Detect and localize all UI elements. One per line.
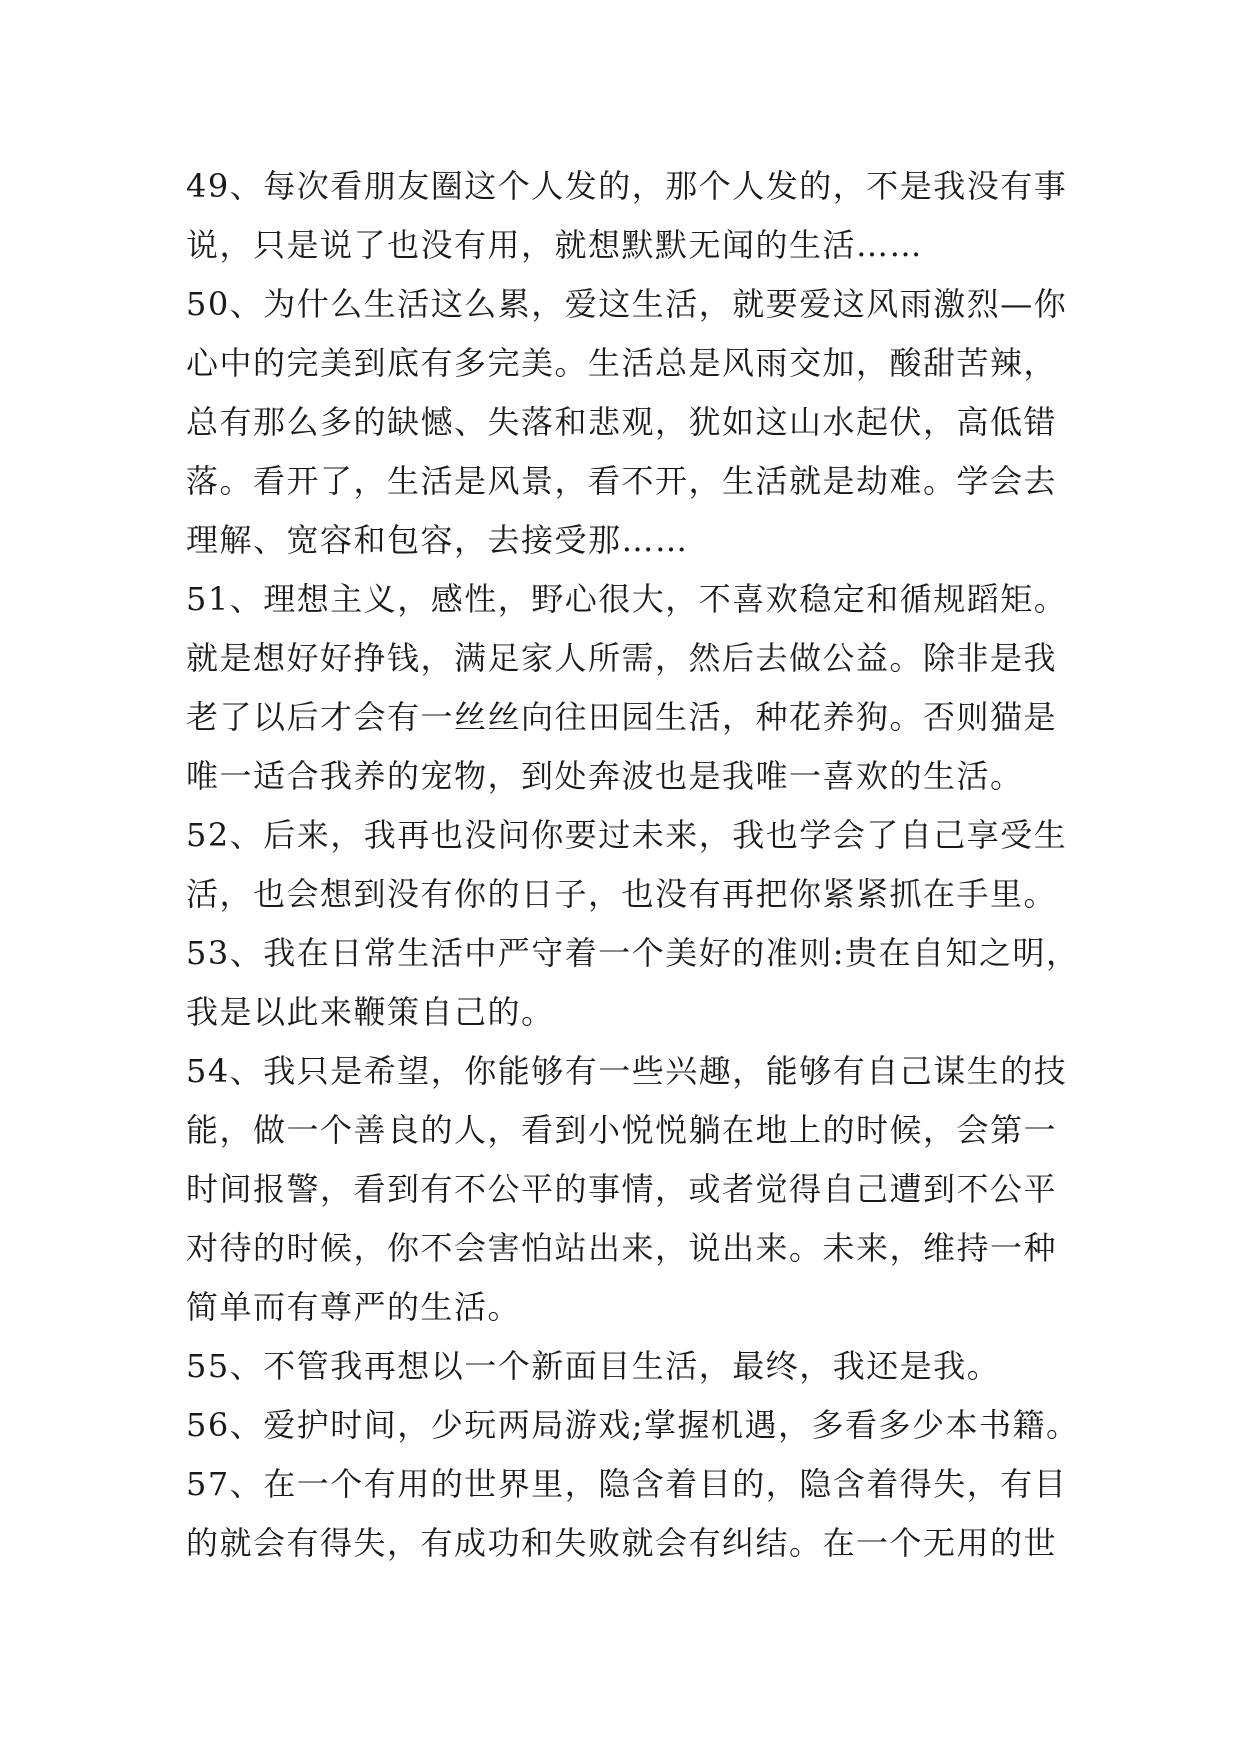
text-line: 49、每次看朋友圈这个人发的，那个人发的，不是我没有事 (186, 167, 1068, 205)
text-line: 55、不管我再想以一个新面目生活，最终，我还是我。 (186, 1347, 1001, 1385)
text-line: 我是以此来鞭策自己的。 (186, 993, 555, 1031)
text-line: 说，只是说了也没有用，就想默默无闻的生活…… (186, 226, 924, 264)
text-line: 总有那么多的缺憾、失落和悲观，犹如这山水起伏，高低错 (186, 403, 1058, 441)
text-line: 心中的完美到底有多完美。生活总是风雨交加，酸甜苦辣， (186, 344, 1058, 382)
text-line: 活，也会想到没有你的日子，也没有再把你紧紧抓在手里。 (186, 875, 1058, 913)
text-line: 的就会有得失，有成功和失败就会有纠结。在一个无用的世 (186, 1524, 1058, 1562)
text-line: 老了以后才会有一丝丝向往田园生活，种花养狗。否则猫是 (186, 698, 1058, 736)
text-line: 就是想好好挣钱，满足家人所需，然后去做公益。除非是我 (186, 639, 1058, 677)
document-body (186, 157, 1080, 1573)
text-line: 50、为什么生活这么累，爱这生活，就要爱这风雨激烈—你 (186, 285, 1068, 323)
text-line: 54、我只是希望，你能够有一些兴趣，能够有自己谋生的技 (186, 1052, 1068, 1090)
text-line: 51、理想主义，感性，野心很大，不喜欢稳定和循规蹈矩。 (186, 580, 1068, 618)
text-line: 56、爱护时间，少玩两局游戏;掌握机遇，多看多少本书籍。 (186, 1406, 1080, 1444)
text-line: 唯一适合我养的宠物，到处奔波也是我唯一喜欢的生活。 (186, 757, 1024, 795)
text-line: 对待的时候，你不会害怕站出来，说出来。未来，维持一种 (186, 1229, 1058, 1267)
text-line: 能，做一个善良的人，看到小悦悦躺在地上的时候，会第一 (186, 1111, 1058, 1149)
text-line: 理解、宽容和包容，去接受那…… (186, 521, 689, 559)
text-line: 57、在一个有用的世界里，隐含着目的，隐含着得失，有目 (186, 1465, 1068, 1503)
text-line: 简单而有尊严的生活。 (186, 1288, 522, 1326)
text-line: 52、后来，我再也没问你要过未来，我也学会了自己享受生 (186, 816, 1068, 854)
text-line: 落。看开了，生活是风景，看不开，生活就是劫难。学会去 (186, 462, 1058, 500)
text-line: 时间报警，看到有不公平的事情，或者觉得自己遭到不公平 (186, 1170, 1058, 1208)
text-line: 53、我在日常生活中严守着一个美好的准则:贵在自知之明， (186, 934, 1080, 972)
